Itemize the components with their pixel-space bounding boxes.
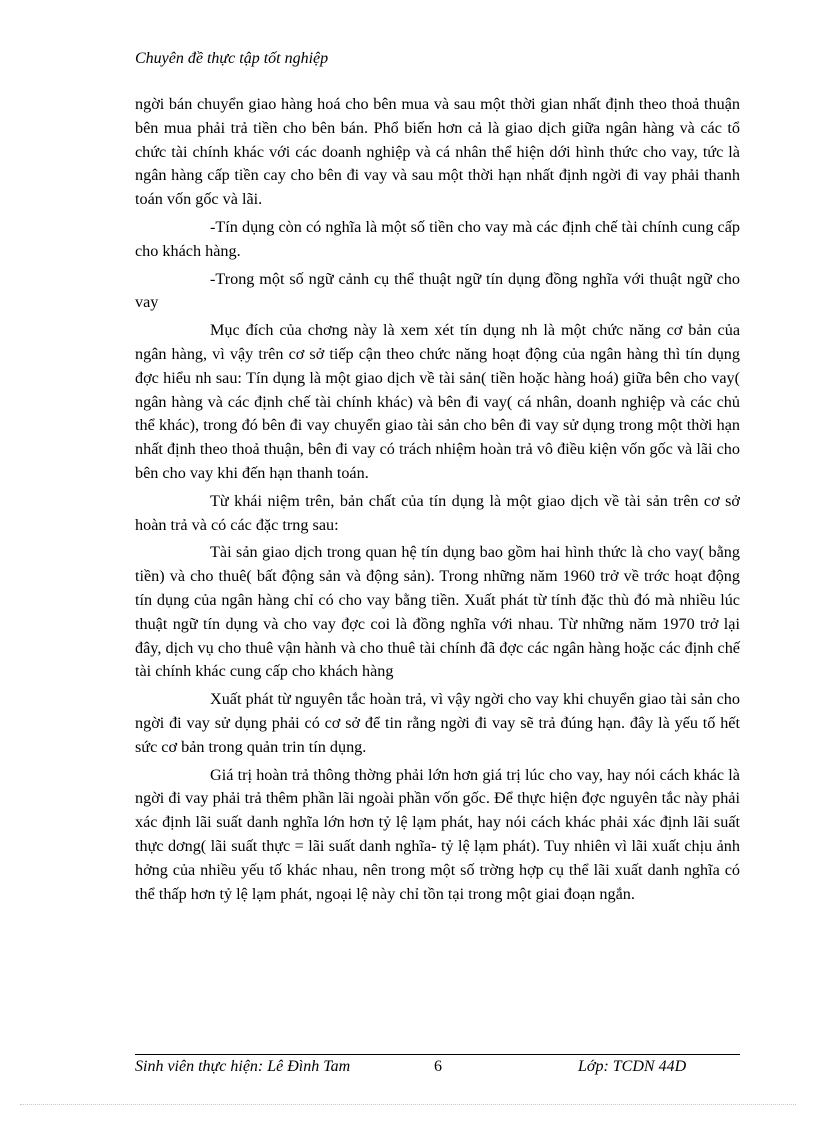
footer-divider [135,1054,740,1055]
page-header-title: Chuyên đề thực tập tốt nghiệp [135,50,329,67]
paragraph-asset-forms: Tài sản giao dịch trong quan hệ tín dụng bao gồm hai hình thức là cho vay( bằng tiền) và cho thuê( bất động sản và động sản). Trong những năm 1960 trở về trớc hoạt động tín dụng của ngân hàng chỉ có cho vay bằng tiền. Xuất phát từ tính đặc thù đó mà nhiều lúc thuật ngữ tín dụng và cho vay đợc coi là đồng nghĩa với nhau. Từ những năm 1970 trở lại đây, dịch vụ cho thuê vận hành và cho thuê tài chính đã đợc các ngân hàng hoặc các định chế tài chính khác cung cấp cho khách hàng [135,543,740,681]
footer-class: Lớp: TCDN 44D [578,1058,687,1075]
paragraph-continuation: ngời bán chuyển giao hàng hoá cho bên mua và sau một thời gian nhất định theo thoả thuận bên mua phải trả tiền cho bên bán. Phổ biến hơn cả là giao dịch giữa ngân hàng và các tổ chức tài chính khác với các doanh nghiệp và cá nhân thể hiện dới hình thức cho vay, tức là ngân hàng cấp tiền cay cho bên đi vay và sau một thời hạn nhất định ngời đi vay phải thanh toán vốn gốc và lãi. [135,95,740,209]
paragraph-repayment-value: Giá trị hoàn trả thông thờng phải lớn hơn giá trị lúc cho vay, hay nói cách khác là ngời đi vay phải trả thêm phần lãi ngoài phần vốn gốc. Để thực hiện đợc nguyên tắc này phải xác định lãi suất danh nghĩa lớn hơn tỷ lệ lạm phát, hay nói cách khác phải xác định lãi suất thực dơng( lãi suất thực = lãi suất danh nghĩa- tỷ lệ lạm phát). Tuy nhiên vì lãi xuất chịu ảnh hởng của nhiều yếu tố khác nhau, nên trong một số trờng hợp cụ thể lãi xuất danh nghĩa có thể thấp hơn tỷ lệ lạm phát, ngoại lệ này chỉ tồn tại trong một giai đoạn ngắn. [135,765,740,903]
page-bottom-border [20,1104,796,1105]
paragraph-credit-definition-3: -Trong một số ngữ cảnh cụ thể thuật ngữ tín dụng đồng nghĩa với thuật ngữ cho vay [135,269,740,312]
footer-student: Sinh viên thực hiện: Lê Đình Tam [135,1058,351,1075]
body-text [135,93,740,906]
paragraph-repayment-principle: Xuất phát từ nguyên tắc hoàn trả, vì vậy ngời cho vay khi chuyển giao tài sản cho ngời đi vay sử dụng phải có cơ sở để tin rằng ngời đi vay sẽ trả đúng hạn. đây là yếu tố hết sức cơ bản trong quản trin tín dụng. [135,690,740,756]
paragraph-credit-nature: Từ khái niệm trên, bản chất của tín dụng là một giao dịch về tài sản trên cơ sở hoàn trả và có các đặc trng sau: [135,491,740,534]
footer-page-number: 6 [434,1058,442,1075]
paragraph-credit-definition-2: -Tín dụng còn có nghĩa là một số tiền cho vay mà các định chế tài chính cung cấp cho khách hàng. [135,217,740,260]
paragraph-chapter-purpose: Mục đích của chơng này là xem xét tín dụng nh là một chức năng cơ bản của ngân hàng, vì vậy trên cơ sở tiếp cận theo chức năng hoạt động của ngân hàng thì tín dụng đợc hiểu nh sau: Tín dụng là một giao dịch về tài sản( tiền hoặc hàng hoá) giữa bên cho vay( ngân hàng và các định chế tài chính khác) và bên đi vay( cá nhân, doanh nghiệp và các chủ thể khác), trong đó bên đi vay chuyển giao tài sản cho bên đi vay sử dụng trong một thời hạn nhất định theo thoả thuận, bên đi vay có trách nhiệm hoàn trả vô điều kiện vốn gốc và lãi cho bên cho vay khi đến hạn thanh toán. [135,321,740,482]
